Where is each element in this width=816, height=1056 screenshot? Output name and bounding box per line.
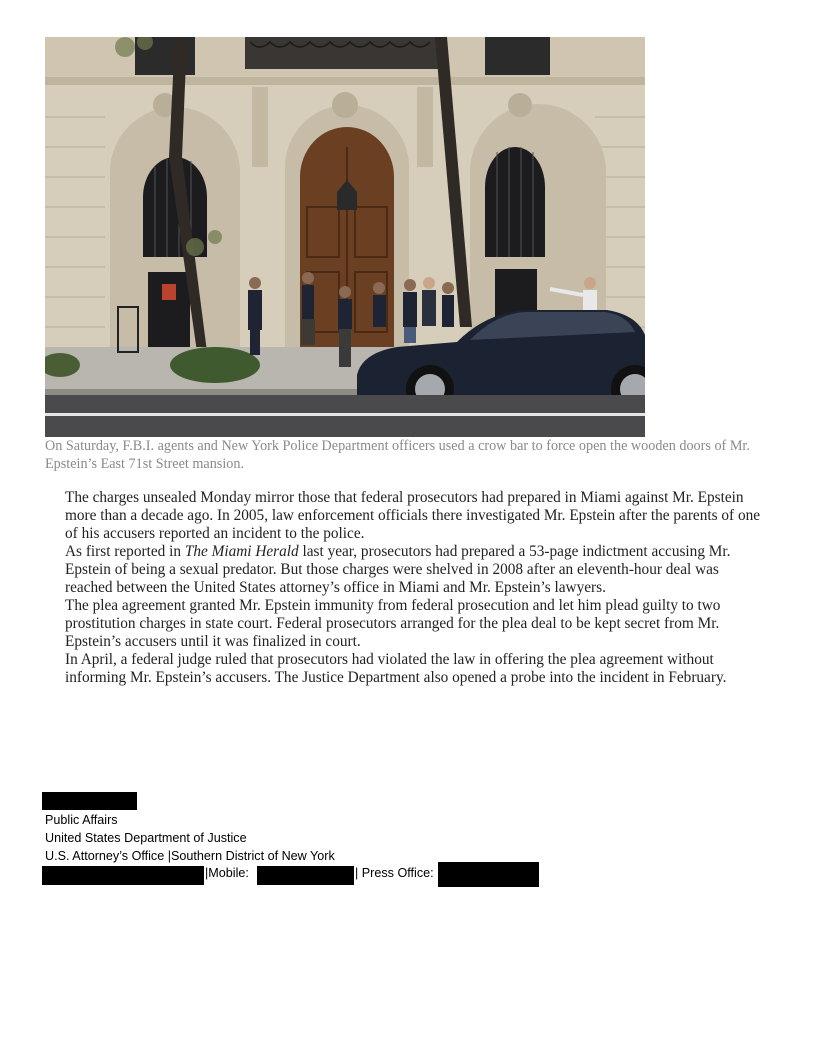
publication-name: The Miami Herald	[184, 543, 299, 560]
paragraph-2-lead: As first reported in	[65, 543, 185, 560]
signature-office: U.S. Attorney’s Office |Southern District of New York	[45, 849, 335, 863]
article-paragraph-4: In April, a federal judge ruled that prosecutors had violated the law in offering the plea agreement without informing Mr. Epstein’s accusers. The Justice Department also opened a probe into the incident in February.	[65, 651, 727, 686]
signature-agency: United States Department of Justice	[45, 831, 247, 845]
press-office-label: | Press Office:	[355, 866, 434, 880]
mobile-label: |Mobile:	[205, 866, 249, 880]
article-body	[65, 489, 765, 687]
mansion-photo	[45, 37, 645, 437]
signature-department: Public Affairs	[45, 813, 118, 827]
photo-caption: On Saturday, F.B.I. agents and New York Police Department officers used a crow bar to force open the wooden doors of Mr. Epstein’s East 71st Street mansion.	[45, 438, 750, 472]
paragraph-2-rest: last year, prosecutors had prepared a 53-page indictment accusing Mr. Epstein of being a sexual predator. But those charges were shelved in 2008 after an eleventh-hour deal was reached between the United States attorney’s office in Miami and Mr. Epstein’s lawyers.	[65, 543, 731, 596]
article-paragraph-3: The plea agreement granted Mr. Epstein immunity from federal prosecution and let him plead guilty to two prostitution charges in state court. Federal prosecutors arranged for the plea deal to be kept secret from Mr. Epstein’s accusers until it was finalized in court.	[65, 597, 721, 650]
redacted-name	[42, 792, 137, 810]
article-paragraph-1: The charges unsealed Monday mirror those that federal prosecutors had prepared in Miami against Mr. Epstein more than a decade ago. In 2005, law enforcement officials there investigated Mr. Epstein after the parents of one of his accusers reported an incident to the police.	[65, 489, 761, 542]
redacted-mobile-number	[257, 866, 354, 885]
redacted-email	[42, 866, 204, 885]
article-photo	[45, 37, 645, 437]
article-paragraph-2	[65, 543, 765, 597]
redacted-press-office-number	[438, 862, 539, 887]
